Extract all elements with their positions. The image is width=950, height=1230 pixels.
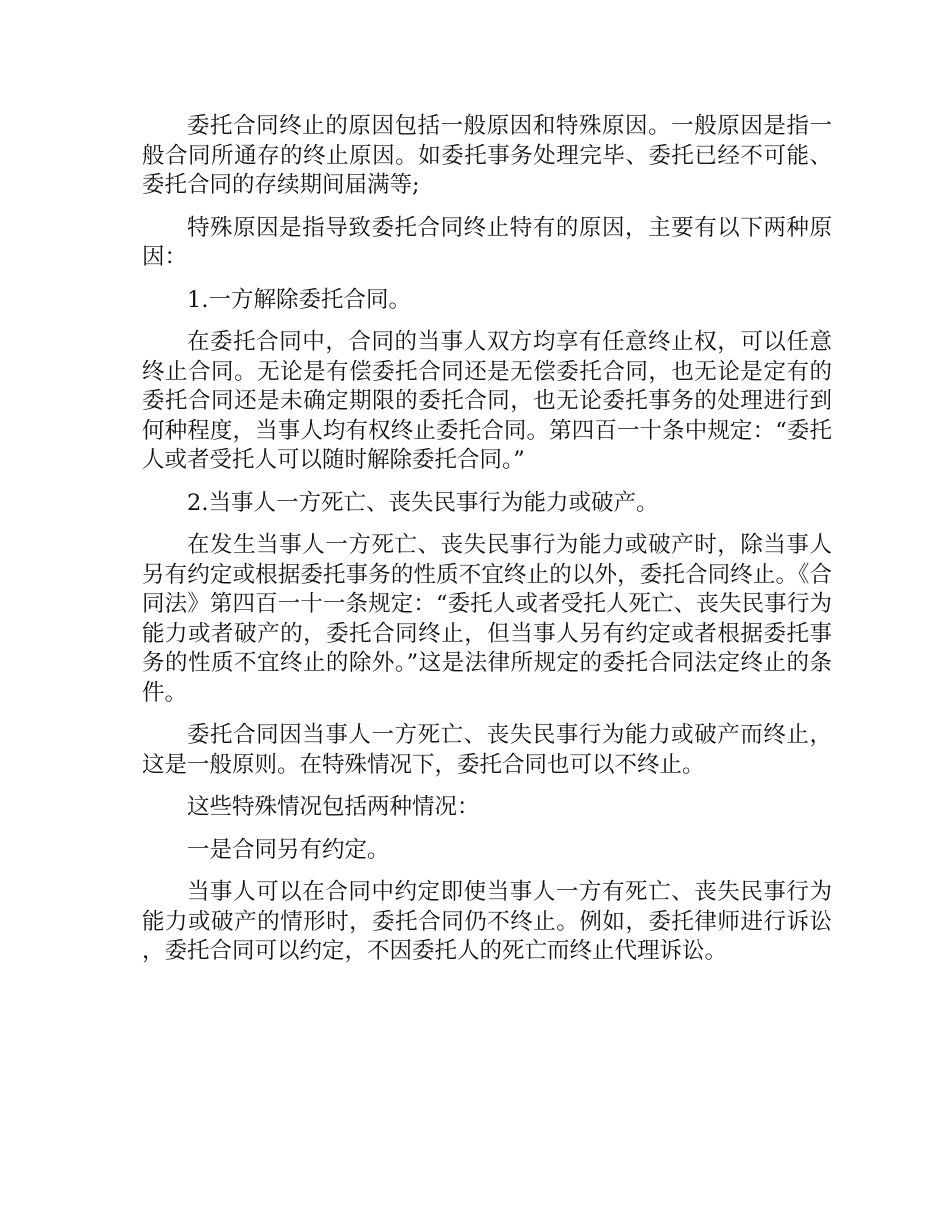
paragraph-termination-causes: 委托合同终止的原因包括一般原因和特殊原因。一般原因是指一般合同所通存的终止原因。如委托事务处理完毕、委托已经不可能、委托合同的存续期间届满等; [142, 113, 832, 198]
paragraph-general-principle: 委托合同因当事人一方死亡、丧失民事行为能力或破产而终止，这是一般原则。在特殊情况下，委托合同也可以不终止。 [142, 722, 832, 778]
paragraph-death-bankruptcy: 在发生当事人一方死亡、丧失民事行为能力或破产时，除当事人另有约定或根据委托事务的性质不宜终止的以外，委托合同终止。《合同法》第四百一十一条规定：“委托人或者受托人死亡、丧失民事行为能力或者破产的，委托合同终止，但当事人另有约定或者根据委托事务的性质不宜终止的除外。”这是法律所规定的委托合同法定终止的条件。 [142, 532, 832, 706]
paragraph-special-cases: 这些特殊情况包括两种情况： [187, 794, 480, 820]
heading-item-2: 2.当事人一方死亡、丧失民事行为能力或破产。 [187, 489, 659, 516]
paragraph-case-one: 一是合同另有约定。 [187, 836, 390, 863]
paragraph-rescission: 在委托合同中，合同的当事人双方均享有任意终止权，可以任意终止合同。无论是有偿委托合同还是无偿委托合同，也无论是定有的委托合同还是未确定期限的委托合同，也无论委托事务的处理进行到何种程度，当事人均有权终止委托合同。第四百一十条中规定：“委托人或者受托人可以随时解除委托合同。” [142, 329, 832, 473]
heading-item-1: 1.一方解除委托合同。 [187, 286, 411, 313]
paragraph-example: 当事人可以在合同中约定即使当事人一方有死亡、丧失民事行为能力或破产的情形时，委托合同仍不终止。例如，委托律师进行诉讼，委托合同可以约定，不因委托人的死亡而终止代理诉讼。 [142, 879, 832, 964]
paragraph-special-causes: 特殊原因是指导致委托合同终止特有的原因，主要有以下两种原因： [142, 214, 832, 270]
document-page [142, 112, 832, 980]
